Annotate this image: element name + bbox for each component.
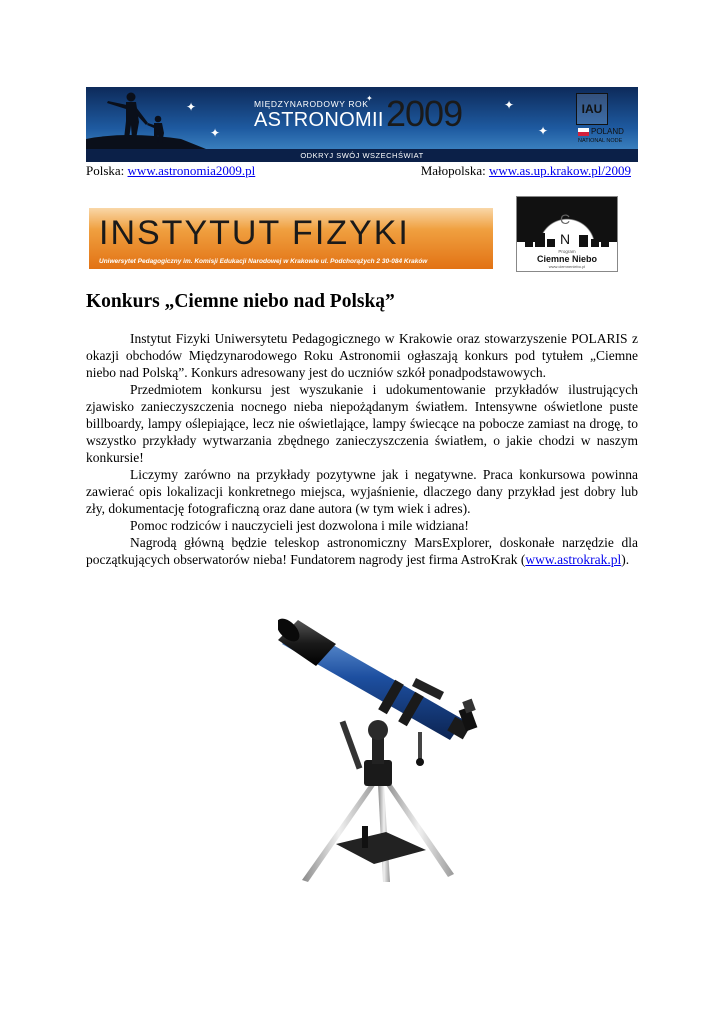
- building-icon: [525, 237, 533, 247]
- instytut-subtitle: Uniwersytet Pedagogiczny im. Komisji Edukacji Narodowej w Krakowie ul. Podchorążych 2 30-084 Kraków: [99, 258, 428, 265]
- prize-text: Nagrodą główną będzie teleskop astronomiczny MarsExplorer, doskonałe narzędzie dla początkujących obserwatorów nieba! Fundatorem nagrody jest firma AstroKrak (: [86, 535, 638, 567]
- instytut-title: INSTYTUT FIZYKI: [99, 214, 410, 252]
- iau-logo: IAU: [576, 93, 608, 125]
- logo-letter-n: N: [560, 231, 571, 247]
- building-icon: [591, 239, 599, 247]
- star-icon: ✦: [186, 100, 197, 114]
- malopolska-label: Małopolska:: [420, 163, 489, 178]
- body-text: [86, 330, 638, 568]
- paragraph-prize: [86, 534, 638, 568]
- polska-label: Polska:: [86, 163, 128, 178]
- star-icon: ✦: [504, 98, 515, 112]
- astrokrak-link[interactable]: www.astrokrak.pl: [525, 552, 622, 567]
- page-title: Konkurs „Ciemne niebo nad Polską”: [86, 291, 395, 312]
- logo-letter-c: C: [560, 211, 571, 227]
- prize-end: ).: [621, 552, 630, 567]
- telescope-image: [278, 612, 484, 884]
- paragraph: Instytut Fizyki Uniwersytetu Pedagogicznego w Krakowie oraz stowarzyszenie POLARIS z okazji obchodów Międzynarodowego Roku Astronomii ogłaszają konkurs pod tytułem „Ciemne niebo nad Polską”. Konkurs adresowany jest do uczniów szkół ponadpodstawowych.: [86, 331, 638, 380]
- banner-year: 2009: [386, 93, 463, 134]
- paragraph: Pomoc rodziców i nauczycieli jest dozwolona i mile widziana!: [130, 518, 469, 533]
- building-icon: [579, 235, 588, 247]
- polska-link[interactable]: www.astronomia2009.pl: [127, 163, 256, 178]
- logo-program: Program: [558, 249, 576, 254]
- paragraph: Przedmiotem konkursu jest wyszukanie i udokumentowanie przykładów ilustrujących zjawisko zanieczyszczenia nocnego nieba niepożądanym światłem. Intensywne oświetlone puste billboardy, lampy oślepiające, lecz nie oświetlające, lampy świecące na pobocze zamiast na drogę, to wszystko przykłady wytwarzania zbędnego zanieczyszczenia światłem, o jakie chodzi w naszym konkursie!: [86, 382, 638, 465]
- paragraph: Liczymy zarówno na przykłady pozytywne jak i negatywne. Praca konkursowa powinna zawierać opis lokalizacji konkretnego miejsca, wyjaśnienie, dlaczego dany przykład jest dobry lub zły, dokumentację fotograficzną oraz dane autora (w tym wiek i adres).: [86, 467, 638, 516]
- building-icon: [535, 233, 545, 247]
- logo-url: www.ciemneniebo.pl: [548, 264, 586, 269]
- star-icon: ✦: [538, 124, 549, 138]
- polska-link-group: [86, 163, 255, 179]
- star-icon: ✦: [210, 126, 221, 140]
- banner-tagline: ODKRYJ SWÓJ WSZECHŚWIAT: [86, 149, 638, 162]
- ciemne-niebo-logo: [516, 196, 618, 272]
- building-icon: [601, 231, 609, 247]
- building-icon: [547, 239, 555, 247]
- instytut-fizyki-logo: [89, 208, 493, 269]
- malopolska-link-group: [421, 163, 631, 179]
- malopolska-link[interactable]: www.as.up.krakow.pl/2009: [488, 163, 631, 178]
- poland-flag-icon: [578, 128, 589, 136]
- banner-node: NATIONAL NODE: [578, 138, 623, 144]
- logo-name: Ciemne Niebo: [536, 254, 597, 264]
- iya-2009-banner: [86, 87, 638, 162]
- banner-line2: ASTRONOMII: [254, 109, 384, 131]
- banner-line1: MIĘDZYNARODOWY ROK: [254, 99, 369, 109]
- star-icon: ✦: [366, 94, 373, 103]
- banner-poland: POLAND: [591, 127, 624, 136]
